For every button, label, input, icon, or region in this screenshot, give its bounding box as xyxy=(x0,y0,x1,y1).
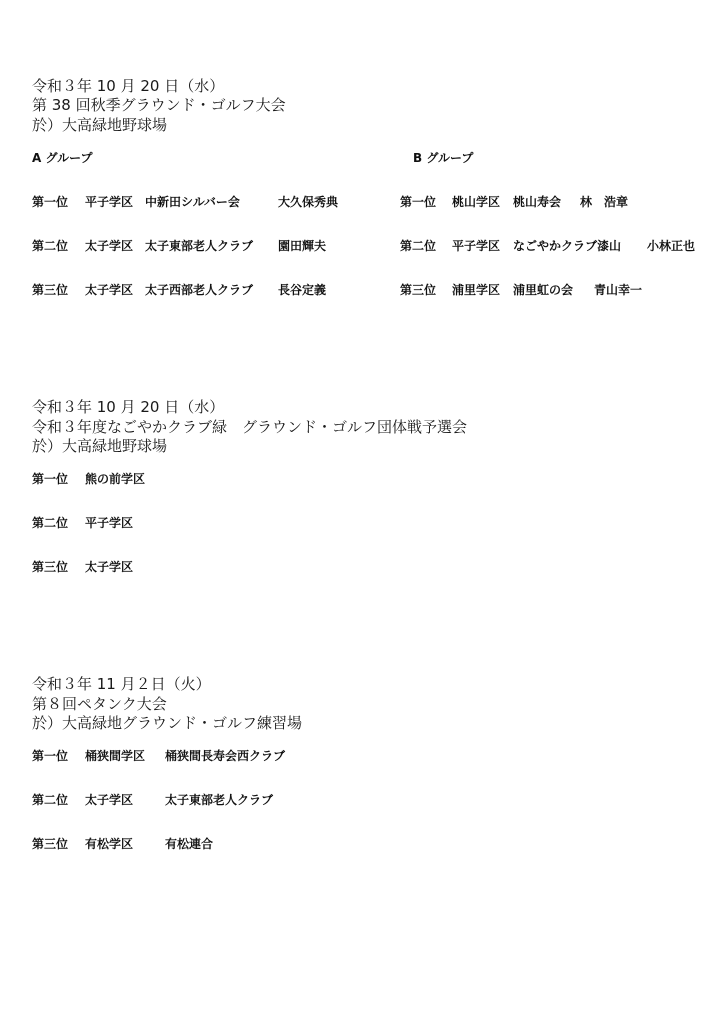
rank: 第一位 xyxy=(32,472,69,486)
district: 熊の前学区 xyxy=(85,472,146,486)
rank: 第一位 xyxy=(32,195,69,209)
person: 園田輝夫 xyxy=(278,239,327,253)
rank: 第三位 xyxy=(32,283,69,297)
person: 小林正也 xyxy=(647,239,696,253)
district: 有松学区 xyxy=(85,837,134,851)
person: 長谷定義 xyxy=(278,283,327,297)
district: 太子学区 xyxy=(85,560,134,574)
person: 林 浩章 xyxy=(580,195,629,209)
district: 桶狭間学区 xyxy=(85,749,146,763)
group-a-result-row xyxy=(32,238,392,254)
district: 太子学区 xyxy=(85,283,134,297)
rank: 第二位 xyxy=(32,239,69,253)
group-a-result-row xyxy=(32,282,392,298)
section-venue: 於）大高緑地野球場 xyxy=(32,437,168,455)
section-event-title: 令和３年度なごやかクラブ緑 グラウンド・ゴルフ団体戦予選会 xyxy=(32,418,468,436)
team: 太子東部老人クラブ xyxy=(165,793,274,807)
result-row xyxy=(32,559,332,575)
group-b-result-row xyxy=(400,238,718,254)
rank: 第二位 xyxy=(32,793,69,807)
group-a-result-row xyxy=(32,194,392,210)
team: 浦里虹の会 xyxy=(513,283,574,297)
result-row xyxy=(32,748,392,764)
team: 桶狭間長寿会西クラブ xyxy=(165,749,286,763)
district: 太子学区 xyxy=(85,793,134,807)
section-venue: 於）大高緑地グラウンド・ゴルフ練習場 xyxy=(32,714,303,732)
rank: 第三位 xyxy=(32,837,69,851)
result-row xyxy=(32,792,392,808)
district: 平子学区 xyxy=(452,239,501,253)
rank: 第一位 xyxy=(32,749,69,763)
team: 太子東部老人クラブ xyxy=(145,239,254,253)
section-date: 令和３年 10 月 20 日（水） xyxy=(32,77,225,95)
group-b-result-row xyxy=(400,282,718,298)
group-b-label: B グループ xyxy=(413,151,474,165)
rank: 第二位 xyxy=(32,516,69,530)
rank: 第三位 xyxy=(400,283,437,297)
rank: 第三位 xyxy=(32,560,69,574)
result-row xyxy=(32,836,392,852)
team: 有松連合 xyxy=(165,837,214,851)
section-event-title: 第８回ペタンク大会 xyxy=(32,695,167,713)
team: 桃山寿会 xyxy=(513,195,562,209)
section-event-title: 第 38 回秋季グラウンド・ゴルフ大会 xyxy=(32,96,286,114)
rank: 第一位 xyxy=(400,195,437,209)
section-venue: 於）大高緑地野球場 xyxy=(32,116,168,134)
team: 太子西部老人クラブ xyxy=(145,283,254,297)
section-date: 令和３年 11 月２日（火） xyxy=(32,675,211,693)
section-date: 令和３年 10 月 20 日（水） xyxy=(32,398,225,416)
district: 太子学区 xyxy=(85,239,134,253)
result-row xyxy=(32,471,332,487)
person: 大久保秀典 xyxy=(278,195,339,209)
group-a-label: A グループ xyxy=(32,151,93,165)
rank: 第二位 xyxy=(400,239,437,253)
district: 桃山学区 xyxy=(452,195,501,209)
person: 青山幸一 xyxy=(594,283,643,297)
group-b-result-row xyxy=(400,194,718,210)
team: 中新田シルバー会 xyxy=(145,195,240,209)
result-row xyxy=(32,515,332,531)
district: 浦里学区 xyxy=(452,283,501,297)
district: 平子学区 xyxy=(85,195,134,209)
district: 平子学区 xyxy=(85,516,134,530)
team: なごやかクラブ漆山 xyxy=(513,239,622,253)
